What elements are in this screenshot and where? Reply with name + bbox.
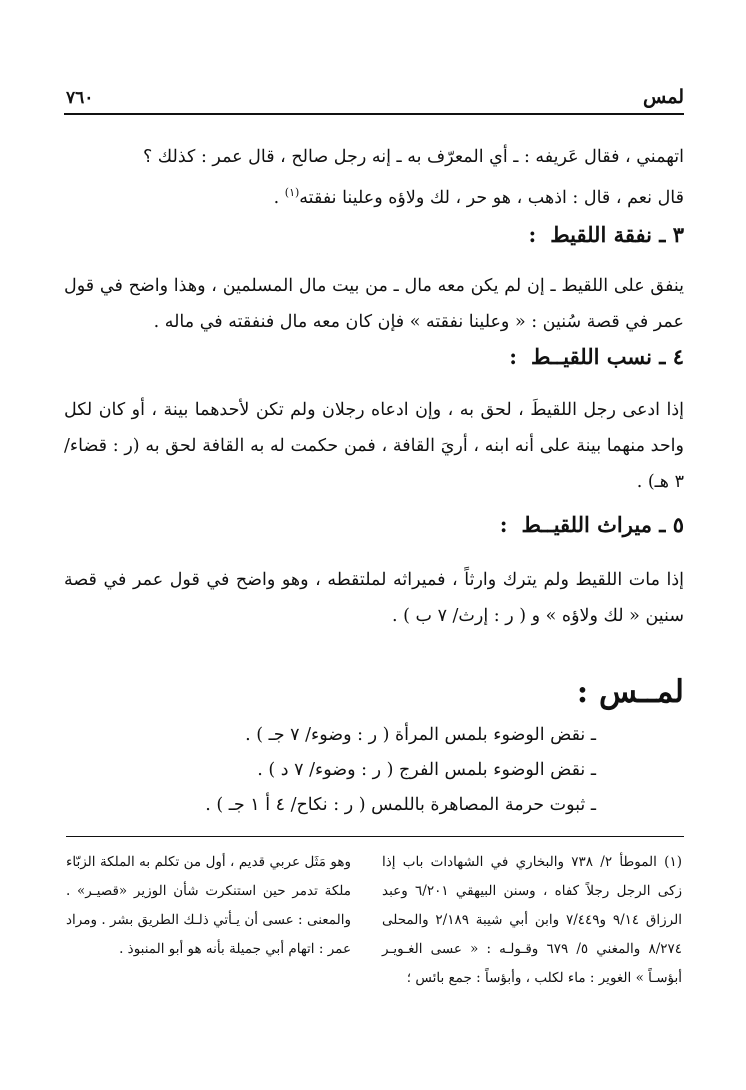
section-3-body: ينفق على اللقيط ـ إن لم يكن معه مال ـ من بيت مال المسلمين ، وهذا واضح في قول عمر في قصة سُنين : « وعلينا نفقته » فإن كان معه مال فنفقته في ماله . [64,276,684,332]
footnote-column-right: (١) الموطأ ٢/ ٧٣٨ والبخاري في الشهادات باب إذا زكى الرجل رجلاً كفاه ، وسنن البيهقي ٦/٢٠١ وعبد الرزاق ٩/١٤ و٧/٤٤٩ وابن أبي شيبة ٢/١٨٩ والمحلى ٨/٢٧٤ والمغني ٥/ ٦٧٩ وقـولـه : « عسى الغـويـر أبؤسـاً » الغوير : ماء لكلب ، وأبؤساً : جمع بائس ؛ [382,854,682,986]
section-4-title: ٤ ـ نسب اللقيــط [531,344,684,369]
lams-list-item: ـ ثبوت حرمة المصاهرة باللمس ( ر : نكاح/ ٤ أ ١ جـ ) . [205,795,596,815]
intro-line-2-text: قال نعم ، قال : اذهب ، هو حر ، لك ولاؤه وعلينا نفقته [299,187,684,208]
section-5-colon: : [499,512,508,537]
lams-reference-list [205,718,596,823]
entry-heading-lams: لمــس : [576,674,684,710]
footnote-marker[interactable]: (١) [284,186,300,199]
section-heading-lost-child-inheritance [500,512,684,537]
section-3-title: ٣ ـ نفقة اللقيط [550,222,684,247]
intro-line-1: اتهمني ، فقال عَريفه : ـ أي المعرّف به ـ إنه رجل صالح ، قال عمر : كذلك ؟ [142,147,684,167]
running-header-title: لمس [643,86,684,108]
header-divider [64,113,684,115]
section-5-body: إذا مات اللقيط ولم يترك وارثاً ، فميراثه لملتقطه ، وهو واضح في قول عمر في قصة سنين « لك ولاؤه » و ( ر : إرث/ ٧ ب ) . [64,570,684,626]
section-heading-lost-child-maintenance [528,222,684,247]
section-4-colon: : [509,344,518,369]
intro-line-2-end: . [273,187,285,208]
intro-paragraph [64,139,684,216]
lams-list-item: ـ نقض الوضوء بلمس المرأة ( ر : وضوء/ ٧ جـ ) . [245,725,596,745]
page-number: ٧٦٠ [66,88,94,108]
section-4-body: إذا ادعى رجل اللقيطَ ، لحق به ، وإن ادعاه رجلان ولم تكن لأحدهما بينة ، أو كان لكل واحد منهما بينة على أنه ابنه ، أريَ القافة ، فمن حكمت له به القافة لحق به (ر : قضاء/ ٣ هـ) . [64,400,684,492]
footnote-column-left: وهو مَثَل عربي قديم ، أول من تكلم به الملكة الزبّاء ملكة تدمر حين استنكرت شأن الوزير «قصيـر» . والمعنى : عسى أن يـأتي ذلـك الطريق بشر . ومراد عمر : اتهام أبي جميلة بأنه هو أبو المنبوذ . [66,854,351,957]
lams-list-item: ـ نقض الوضوء بلمس الفرج ( ر : وضوء/ ٧ د ) . [257,760,596,780]
section-heading-lost-child-lineage [509,344,684,369]
section-3-colon: : [528,222,537,247]
footnote-divider [66,836,684,837]
intro-line-2 [64,175,684,216]
section-5-title: ٥ ـ ميراث اللقيــط [521,512,684,537]
